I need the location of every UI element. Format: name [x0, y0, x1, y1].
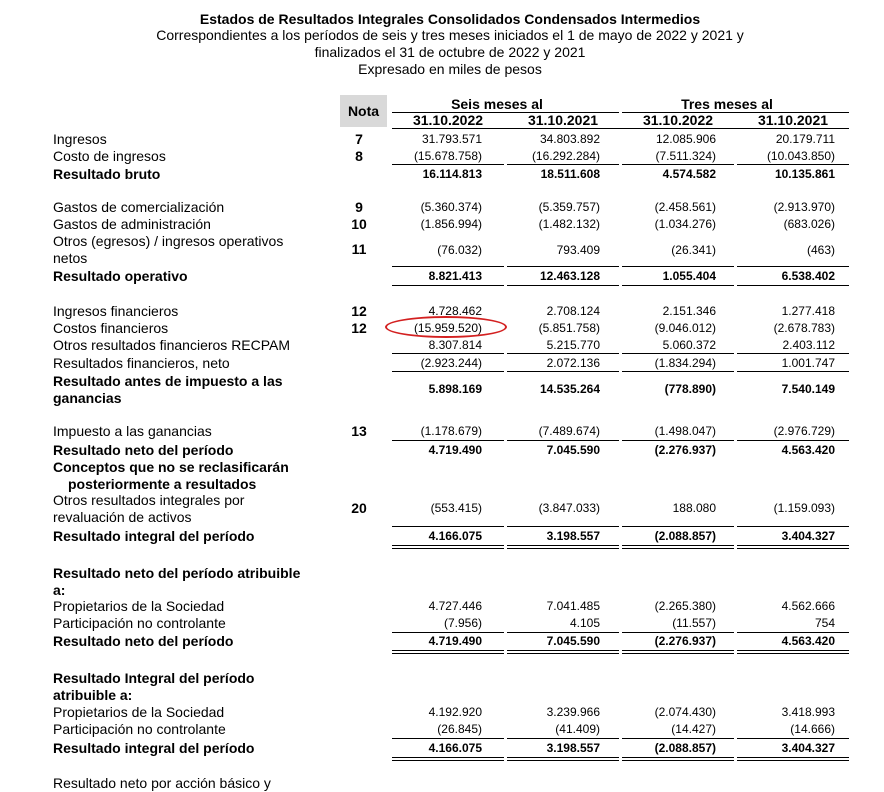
row-value: (2.088.857) [654, 529, 716, 543]
total-rule [507, 545, 619, 546]
row-value: 3.404.327 [781, 741, 835, 755]
row-value: 1.277.418 [781, 304, 835, 318]
row-label: Costo de ingresos [53, 148, 166, 164]
total-rule [622, 548, 734, 549]
total-rule [392, 757, 504, 758]
total-rule [622, 757, 734, 758]
row-nota: 20 [351, 500, 367, 516]
section-heading-line1: Conceptos que no se reclasificarán [53, 459, 289, 475]
row-value: 3.239.966 [546, 705, 600, 719]
row-label: Propietarios de la Sociedad [53, 704, 225, 720]
group-header-three-months: Tres meses al [681, 96, 773, 112]
row-label-line1: Otros resultados integrales por [53, 492, 245, 508]
row-label-line2: ganancias [53, 390, 122, 406]
row-value: 34.803.892 [539, 132, 600, 146]
row-label: Costos financieros [53, 320, 169, 336]
date-header-2: 31.10.2021 [527, 112, 599, 128]
row-value: (5.851.758) [538, 321, 600, 335]
total-rule [737, 760, 849, 761]
row-value: 7.045.590 [546, 443, 600, 457]
row-value: 6.538.402 [781, 269, 835, 283]
row-value: 4.719.490 [428, 443, 482, 457]
total-rule [622, 760, 734, 761]
row-nota: 11 [351, 241, 367, 257]
row-value: 4.563.420 [781, 443, 835, 457]
total-rule [622, 650, 734, 651]
date-header-1: 31.10.2022 [412, 112, 484, 128]
red-highlight-ellipse [385, 316, 507, 338]
section-heading-line2: a: [53, 582, 66, 598]
subtotal-rule [622, 353, 734, 354]
total-rule [392, 545, 504, 546]
total-rule [507, 760, 619, 761]
section-heading-line1: Resultado neto del período atribuible [53, 565, 301, 581]
document-subtitle-1: Correspondientes a los períodos de seis y tres meses iniciados el 1 de mayo de 2022 y 2021 y [156, 27, 744, 43]
row-value: (5.360.374) [420, 200, 482, 214]
subtotal-rule [392, 440, 504, 441]
document-title: Estados de Resultados Integrales Consolidados Condensados Intermedios [199, 11, 701, 27]
date-header-4: 31.10.2021 [757, 112, 829, 128]
row-value: (7.489.674) [538, 424, 600, 438]
group-header-six-months: Seis meses al [451, 96, 543, 112]
row-value: 18.511.608 [540, 167, 600, 181]
row-value: 1.001.747 [781, 356, 835, 370]
date-header-3: 31.10.2022 [642, 112, 714, 128]
row-value: (553.415) [430, 501, 482, 515]
row-value: (11.557) [672, 616, 716, 630]
row-value: 754 [814, 616, 835, 630]
row-value: 4.166.075 [428, 741, 482, 755]
row-value: (2.458.561) [654, 200, 716, 214]
row-value: 8.821.413 [428, 269, 482, 283]
subtotal-rule [392, 353, 504, 354]
subtotal-rule [507, 266, 619, 267]
row-label: Resultado integral del período [53, 740, 255, 756]
subtotal-rule [507, 440, 619, 441]
subtotal-rule [507, 371, 619, 372]
row-nota: 13 [351, 423, 367, 439]
total-rule [507, 653, 619, 654]
total-rule [622, 285, 734, 286]
row-value: (1.498.047) [654, 424, 716, 438]
row-value: (463) [806, 243, 835, 257]
row-value: 2.403.112 [782, 338, 835, 352]
row-value: (7.511.324) [655, 149, 716, 163]
subtotal-rule [392, 371, 504, 372]
subtotal-rule [622, 266, 734, 267]
row-value: (2.276.937) [654, 634, 716, 648]
row-value: (7.956) [443, 616, 482, 630]
row-label-cutoff: Resultado neto por acción básico y [53, 775, 271, 791]
row-value: (2.913.970) [773, 200, 835, 214]
row-label-line1: Resultado antes de impuesto a las [53, 373, 283, 389]
subtotal-rule [737, 440, 849, 441]
row-value: (1.178.679) [420, 424, 482, 438]
total-rule [737, 285, 849, 286]
row-value: 8.307.814 [428, 338, 482, 352]
row-label: Resultado neto del período [53, 633, 234, 649]
row-value: 4.574.582 [662, 167, 716, 181]
row-value: 3.198.557 [546, 741, 600, 755]
row-value: 10.135.861 [774, 167, 835, 181]
subtotal-rule [737, 353, 849, 354]
section-heading-line2: atribuible a: [53, 687, 133, 703]
row-value: 7.041.485 [546, 599, 600, 613]
row-value: 793.409 [556, 243, 600, 257]
row-value: 31.793.571 [421, 132, 482, 146]
row-label: Gastos de administración [53, 216, 211, 232]
subtotal-rule [507, 526, 619, 527]
row-value: (1.834.294) [654, 356, 716, 370]
row-value: 20.179.711 [775, 132, 835, 146]
subtotal-rule [622, 164, 734, 165]
row-value: 3.418.993 [781, 705, 835, 719]
row-label: Resultado integral del período [53, 528, 255, 544]
row-label: Resultados financieros, neto [53, 355, 230, 371]
row-value: 12.085.906 [655, 132, 716, 146]
total-rule [392, 650, 504, 651]
row-value: 7.045.590 [546, 634, 600, 648]
subtotal-rule [392, 738, 504, 739]
row-value: (1.034.276) [654, 217, 716, 231]
row-value: (2.276.937) [654, 443, 716, 457]
row-value: (2.678.783) [773, 321, 835, 335]
row-nota: 8 [355, 148, 363, 164]
total-rule [507, 285, 619, 286]
row-value: (683.026) [783, 217, 835, 231]
row-label-line2: revaluación de activos [53, 509, 192, 525]
row-value: 4.562.666 [781, 599, 835, 613]
row-value: (5.359.757) [538, 200, 600, 214]
subtotal-rule [737, 371, 849, 372]
row-value: 14.535.264 [539, 382, 600, 396]
row-value: (778.890) [664, 382, 716, 396]
subtotal-rule [622, 738, 734, 739]
total-rule [392, 760, 504, 761]
total-rule [507, 757, 619, 758]
section-heading-line2: posteriormente a resultados [68, 476, 257, 492]
row-value: 4.563.420 [781, 634, 835, 648]
row-value: (9.046.012) [654, 321, 716, 335]
row-value: 5.898.169 [428, 382, 482, 396]
row-value: 4.728.462 [428, 304, 482, 318]
subtotal-rule [737, 164, 849, 165]
subtotal-rule [622, 371, 734, 372]
row-value: (10.043.850) [766, 149, 835, 163]
row-value: 2.151.346 [662, 304, 716, 318]
row-label: Otros resultados financieros RECPAM [53, 337, 291, 353]
row-value: 2.708.124 [546, 304, 600, 318]
row-label-line2: netos [53, 250, 88, 266]
row-nota: 9 [355, 199, 363, 215]
total-rule [737, 757, 849, 758]
subtotal-rule [392, 266, 504, 267]
subtotal-rule [737, 738, 849, 739]
row-label: Propietarios de la Sociedad [53, 598, 225, 614]
row-nota: 10 [351, 216, 367, 232]
subtotal-rule [622, 526, 734, 527]
row-value: 4.727.446 [428, 599, 482, 613]
row-value: (41.409) [555, 722, 600, 736]
row-value: 1.055.404 [662, 269, 716, 283]
subtotal-rule [507, 353, 619, 354]
subtotal-rule [507, 738, 619, 739]
subtotal-rule [622, 440, 734, 441]
total-rule [392, 653, 504, 654]
row-value: (3.847.033) [538, 501, 600, 515]
row-label: Gastos de comercialización [53, 199, 225, 215]
row-label: Impuesto a las ganancias [53, 423, 212, 439]
subtotal-rule [392, 526, 504, 527]
total-rule [507, 650, 619, 651]
row-value: (2.074.430) [654, 705, 716, 719]
row-value: 16.114.813 [422, 167, 482, 181]
subtotal-rule [392, 164, 504, 165]
total-rule [737, 548, 849, 549]
subtotal-rule [737, 526, 849, 527]
section-heading-line1: Resultado Integral del período [53, 670, 255, 686]
subtotal-rule [507, 164, 619, 165]
row-nota: 12 [351, 303, 367, 319]
row-value: (16.292.284) [531, 149, 600, 163]
document-subtitle-2: finalizados el 31 de octubre de 2022 y 2021 [314, 44, 586, 60]
row-label: Participación no controlante [53, 615, 226, 631]
row-value: (1.856.994) [420, 217, 482, 231]
row-value: (14.427) [671, 722, 716, 736]
row-value: (15.959.520) [413, 321, 482, 335]
row-value: 4.105 [569, 616, 600, 630]
row-value: 4.192.920 [428, 705, 482, 719]
row-value: (2.923.244) [420, 356, 482, 370]
total-rule [622, 653, 734, 654]
total-rule [737, 545, 849, 546]
row-value: (2.088.857) [654, 741, 716, 755]
row-value: (76.032) [437, 243, 482, 257]
document-subtitle-3: Expresado en miles de pesos [358, 61, 542, 77]
total-rule [507, 548, 619, 549]
nota-column-header: Nota [347, 103, 380, 119]
row-value: 3.404.327 [781, 529, 835, 543]
header-rule [392, 128, 849, 129]
row-label: Resultado neto del período [53, 442, 234, 458]
row-nota: 12 [351, 320, 367, 336]
row-value: 5.215.770 [546, 338, 600, 352]
row-nota: 7 [355, 131, 363, 147]
row-value: (15.678.758) [413, 149, 482, 163]
row-value: 2.072.136 [546, 356, 600, 370]
row-value: (2.976.729) [773, 424, 835, 438]
row-value: 4.166.075 [428, 529, 482, 543]
row-value: 4.719.490 [428, 634, 482, 648]
row-label-line1: Otros (egresos) / ingresos operativos [53, 233, 284, 249]
row-label: Ingresos [53, 131, 107, 147]
total-rule [737, 653, 849, 654]
row-value: 12.463.128 [539, 269, 600, 283]
row-value: (2.265.380) [654, 599, 716, 613]
total-rule [392, 285, 504, 286]
row-value: 3.198.557 [546, 529, 600, 543]
row-value: 5.060.372 [662, 338, 716, 352]
total-rule [737, 650, 849, 651]
row-value: 188.080 [672, 501, 716, 515]
row-value: (1.159.093) [773, 501, 835, 515]
row-value: (14.666) [790, 722, 835, 736]
row-label: Ingresos financieros [53, 303, 179, 319]
row-label: Resultado bruto [53, 166, 161, 182]
row-value: 7.540.149 [781, 382, 835, 396]
total-rule [622, 545, 734, 546]
subtotal-rule [737, 266, 849, 267]
row-value: (26.845) [437, 722, 482, 736]
row-label: Resultado operativo [53, 268, 188, 284]
row-value: (26.341) [671, 243, 716, 257]
row-label: Participación no controlante [53, 721, 226, 737]
row-value: (1.482.132) [538, 217, 600, 231]
total-rule [392, 548, 504, 549]
